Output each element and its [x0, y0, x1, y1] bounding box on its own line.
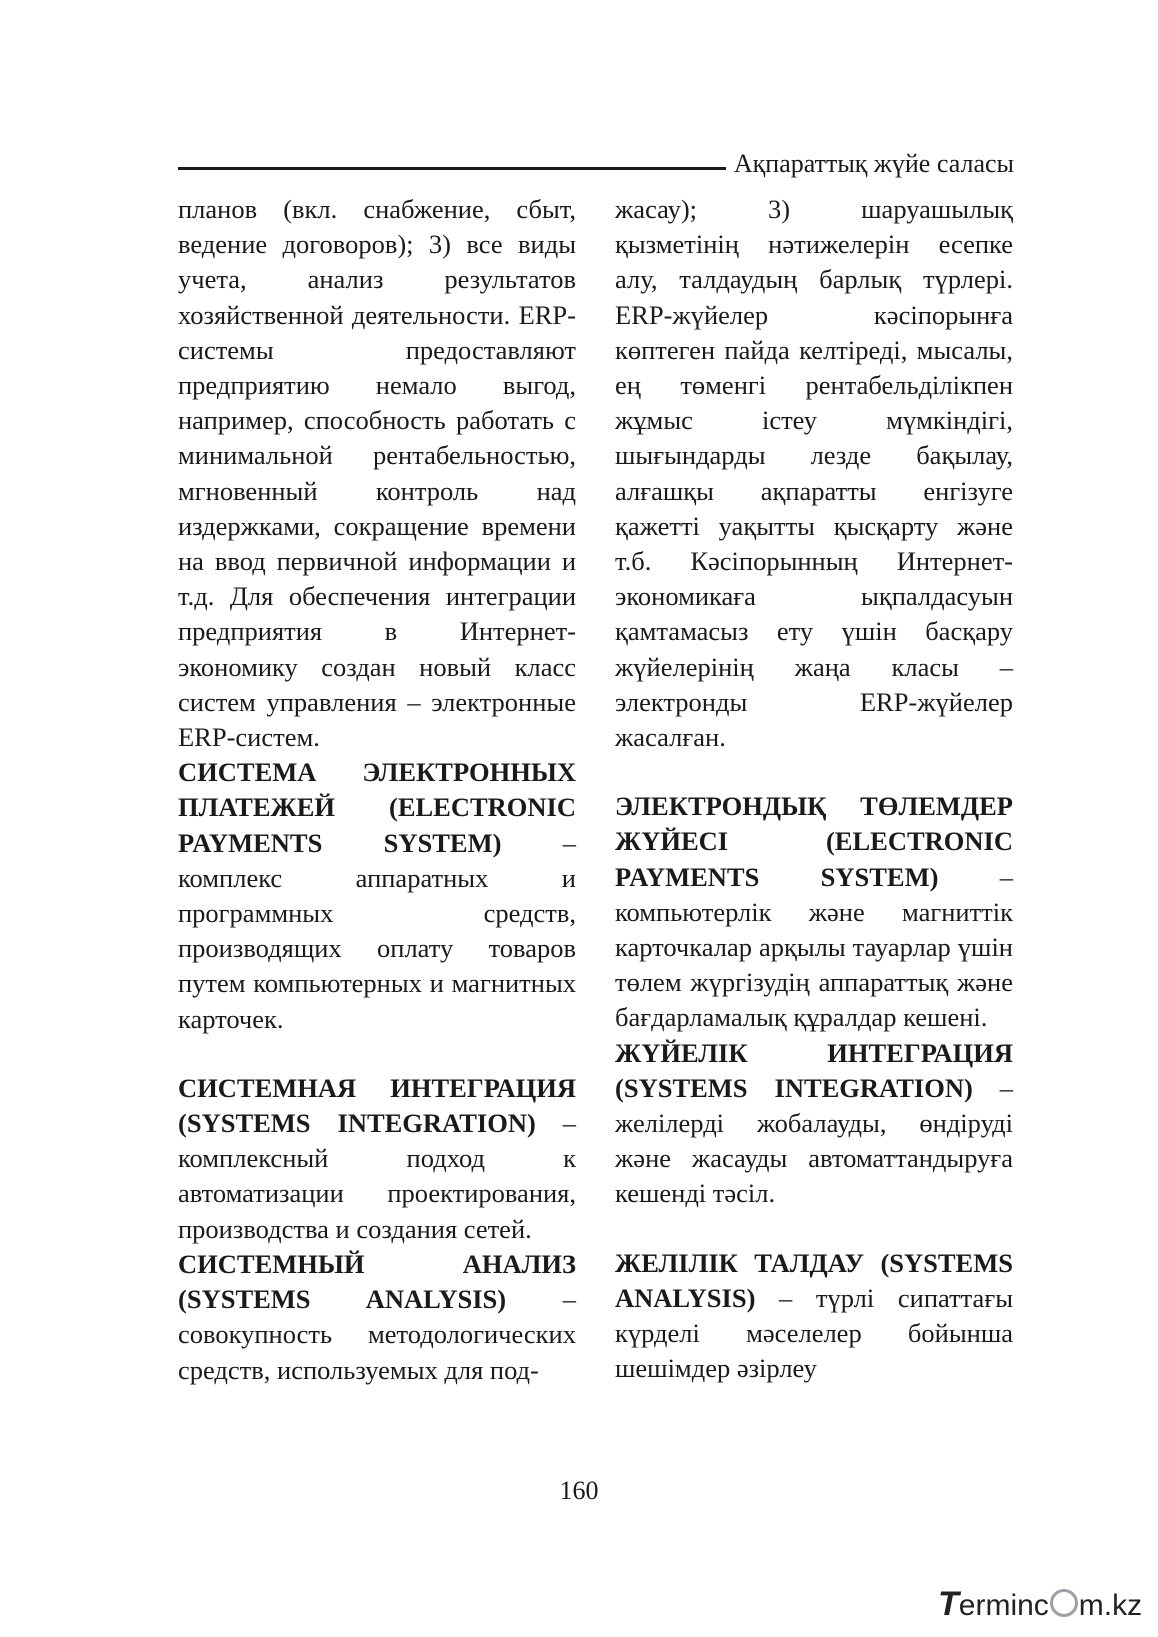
entry-term: ЖЕЛІЛІК ТАЛДАУ (SYSTEMS ANALYSIS): [615, 1247, 1013, 1313]
glossary-entry: [615, 789, 1013, 1035]
glossary-entry: [178, 755, 576, 1037]
entry-definition: – түрлі сипаттағы күрделі мәселелер бойынша шешімдер әзірлеу: [615, 1282, 1013, 1384]
spacer: [178, 1037, 576, 1071]
entry-term: СИСТЕМНЫЙ АНАЛИЗ (SYSTEMS ANALYSIS): [178, 1248, 576, 1315]
glossary-entry: [178, 1071, 576, 1247]
magnifier-icon: [1050, 1589, 1078, 1617]
glossary-entry: [615, 1036, 1013, 1212]
entry-definition: – желілерді жобалауды, өндіруді және жасауды автоматтандыруға кешенді тәсіл.: [615, 1072, 1014, 1209]
entry-term: СИСТЕМА ЭЛЕКТРОННЫХ ПЛАТЕЖЕЙ (ELECTRONIC PAYMENTS SYSTEM): [178, 757, 576, 858]
glossary-entry: [178, 1247, 576, 1388]
left-intro-paragraph: планов (вкл. снабжение, сбыт, ведение договоров); 3) все виды учета, анализ результатов хозяйственной деятельности. ERP-системы предоставляют предприятию немало выгод, например, способность работать с минимальной рентабельностью, мгновенный контроль над издержками, сокращение времени на ввод первичной информации и т.д. Для обеспечения интеграции предприятия в Интернет-экономику создан новый класс систем управления – электронные ERP-систем.: [178, 194, 576, 753]
site-watermark[interactable]: [938, 1585, 1142, 1623]
header-rule: [178, 167, 726, 170]
spacer: [615, 1212, 1013, 1246]
left-column: [178, 192, 576, 1388]
entry-definition: – компьютерлік және магниттік карточкалар арқылы тауарлар үшін төлем жүргізудің аппараттық және бағдарламалық құралдар кешені.: [615, 861, 1013, 1033]
entry-term: СИСТЕМНАЯ ИНТЕГРАЦИЯ (SYSTEMS INTEGRATION): [178, 1072, 576, 1139]
right-intro-paragraph: жасау); 3) шаруашылық қызметінің нәтижелерін есепке алу, талдаудың барлық түрлері. ERP-жүйелер кәсіпорынға көптеген пайда келтіреді, мысалы, ең төменгі рентабельділікпен жұмыс істеу мүмкіндігі, шығындарды лезде бақылау, алғашқы ақпаратты енгізуге қажетті уақытты қысқарту және т.б. Кәсіпорынның Интернет-экономикаға ықпалдасуын қамтамасыз ету үшін басқару жүйелерінің жаңа класы – электронды ERP-жүйелер жасалған.: [615, 194, 1013, 753]
right-column: [615, 192, 1013, 1387]
glossary-entry: [615, 1246, 1013, 1387]
entry-definition: – комплекс аппаратных и программных средств, производящих оплату товаров путем компьютерных и магнитных карточек.: [178, 827, 576, 1034]
page-number: 160: [559, 1476, 599, 1505]
entry-term: ЭЛЕКТРОНДЫҚ ТӨЛЕМДЕР ЖҮЙЕСІ (ELECTRONIC PAYMENTS SYSTEM): [615, 791, 1013, 892]
header-title: Ақпараттық жүйе саласы: [733, 149, 1014, 178]
entry-definition: – совокупность методологических средств, используемых для под-: [178, 1284, 577, 1385]
running-header: [178, 146, 1014, 182]
entry-term: ЖҮЙЕЛІК ИНТЕГРАЦИЯ (SYSTEMS INTEGRATION): [615, 1037, 1013, 1103]
watermark-logo: Terminc m.kz: [938, 1584, 1143, 1623]
entry-definition: – комплексный подход к автоматизации проектирования, производства и создания сетей.: [178, 1108, 577, 1244]
spacer: [615, 755, 1013, 789]
